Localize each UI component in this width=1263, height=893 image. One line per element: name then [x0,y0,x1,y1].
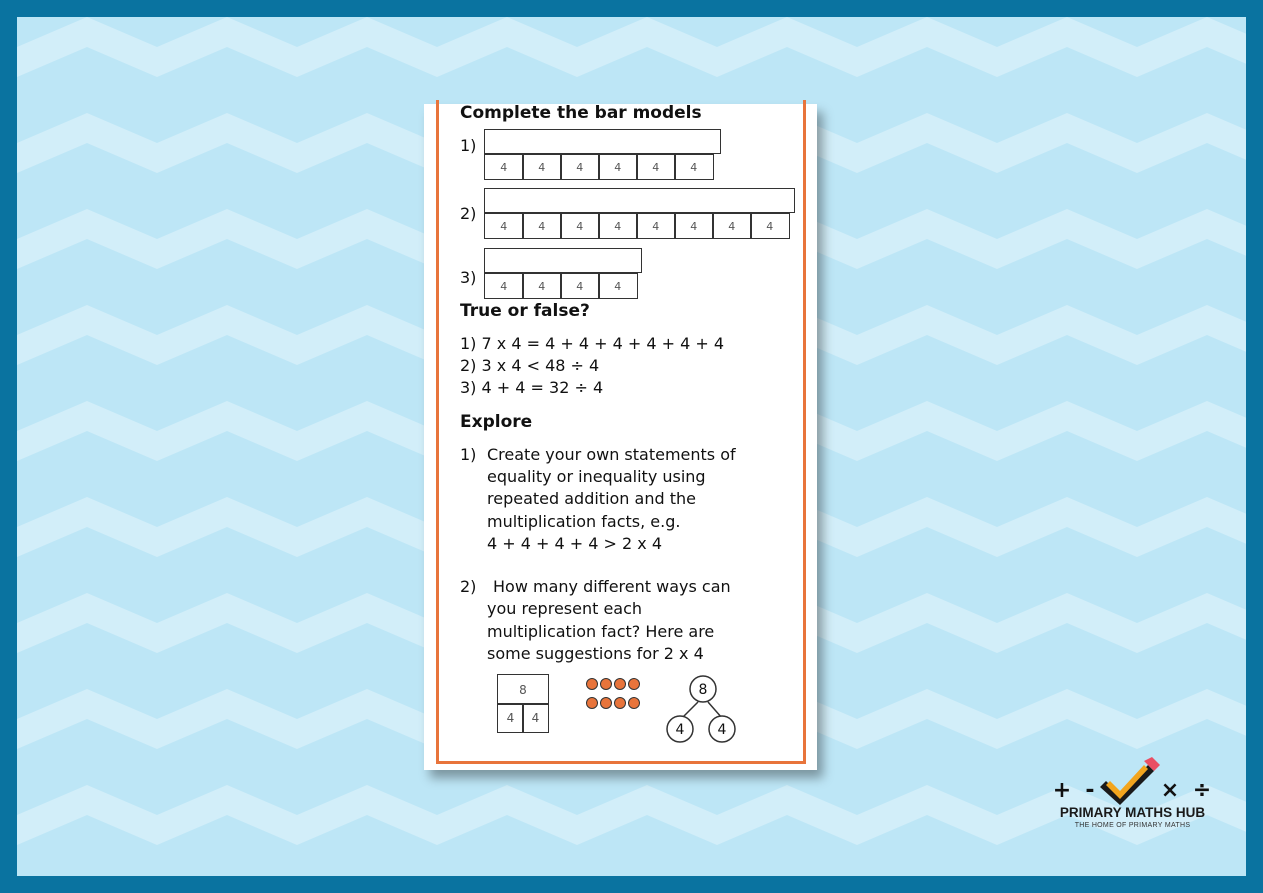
true-false-item-1: 1) 7 x 4 = 4 + 4 + 4 + 4 + 4 + 4 [460,334,725,353]
bar-cell: 4 [674,154,714,180]
bar-cell: 4 [712,213,752,239]
plus-icon: + [1052,778,1072,803]
bar-cell: 4 [522,273,562,299]
bar-cell: 4 [560,273,600,299]
logo-title: PRIMARY MATHS HUB [1059,805,1206,820]
bar-cell: 4 [750,213,790,239]
bar-cell: 4 [560,154,600,180]
bar-cell: 4 [636,154,676,180]
explore-q1-line: Create your own statements of [487,445,736,464]
minus-icon: - [1085,778,1095,803]
bar-cell: 4 [598,154,638,180]
example-part-whole-tree [660,674,744,746]
explore-q1-line: repeated addition and the [487,489,696,508]
bar-model-2-parts [484,213,790,239]
bar-cell: 4 [522,154,562,180]
bar-model-2-label: 2) [460,204,477,223]
example-bar-part: 4 [522,703,549,733]
bar-models-heading: Complete the bar models [460,103,702,123]
primary-maths-hub-logo [1040,755,1225,835]
bar-model-1-parts [484,154,714,180]
logo-subtitle: THE HOME OF PRIMARY MATHS [1074,822,1191,829]
explore-q2-number: 2) [460,577,477,596]
times-icon: × [1160,778,1180,803]
explore-q2-line: How many different ways can [493,577,731,596]
example-array-dots [586,675,646,713]
array-dot [628,697,640,709]
example-bar-part: 4 [497,703,524,733]
bar-cell: 4 [560,213,600,239]
bar-model-3-label: 3) [460,268,477,287]
logo-symbols [1040,755,1225,805]
example-bar-total: 8 [497,674,549,705]
array-dot [600,678,612,690]
array-dot [614,678,626,690]
checkmark-icon [1100,757,1160,805]
explore-q1-line: equality or inequality using [487,467,706,486]
explore-q1-line: 4 + 4 + 4 + 4 > 2 x 4 [487,534,663,553]
bar-model-1-total[interactable] [484,129,721,154]
explore-q2-line: some suggestions for 2 x 4 [487,644,704,663]
bar-cell: 4 [598,273,638,299]
array-dot [614,697,626,709]
explore-q2-line: multiplication fact? Here are [487,622,715,641]
true-false-heading: True or false? [460,301,590,321]
explore-q1-number: 1) [460,445,477,464]
tree-root-value: 8 [698,682,708,698]
array-dot [586,697,598,709]
tree-leaf-value: 4 [675,722,685,738]
array-dot [628,678,640,690]
array-dot [600,697,612,709]
bar-cell: 4 [636,213,676,239]
bar-cell: 4 [598,213,638,239]
bar-cell: 4 [484,273,524,299]
array-dot [586,678,598,690]
true-false-item-3: 3) 4 + 4 = 32 ÷ 4 [460,378,604,397]
bar-cell: 4 [674,213,714,239]
bar-cell: 4 [522,213,562,239]
bar-model-1-label: 1) [460,136,477,155]
bar-model-3-total[interactable] [484,248,642,273]
true-false-item-2: 2) 3 x 4 < 48 ÷ 4 [460,356,600,375]
bar-cell: 4 [484,154,524,180]
bar-model-3-parts [484,273,638,299]
explore-heading: Explore [460,412,533,432]
explore-q1-line: multiplication facts, e.g. [487,512,681,531]
divide-icon: ÷ [1192,778,1212,803]
bar-model-2-total[interactable] [484,188,795,213]
explore-q2-line: you represent each [487,599,643,618]
bar-cell: 4 [484,213,524,239]
tree-leaf-value: 4 [717,722,727,738]
